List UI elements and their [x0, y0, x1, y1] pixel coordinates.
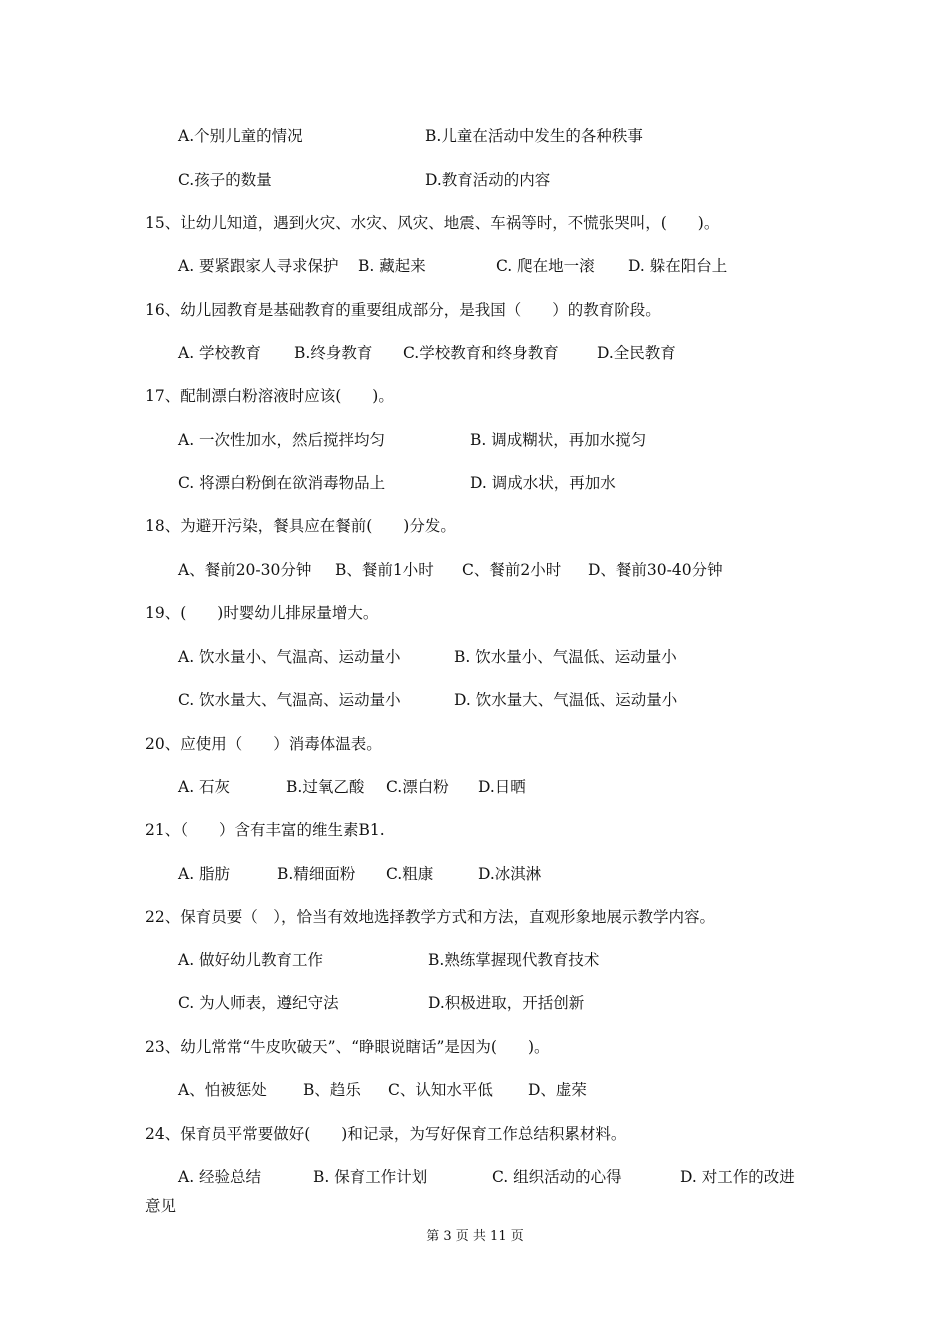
question-text: 17、配制漂白粉溶液时应该( )。: [145, 387, 394, 405]
option-item: C. 爬在地一滚: [496, 257, 595, 275]
option-item: A、餐前20-30分钟: [178, 561, 312, 579]
option-item: A. 一次性加水，然后搅拌均匀: [178, 431, 386, 449]
options-row: [0, 777, 950, 797]
option-item: B. 调成糊状，再加水搅匀: [470, 431, 647, 449]
option-item: A. 做好幼儿教育工作: [178, 951, 324, 969]
option-item: B. 藏起来: [358, 257, 426, 275]
options-row: [0, 473, 950, 493]
option-item: D.冰淇淋: [478, 865, 542, 883]
option-item: B.熟练掌握现代教育技术: [428, 951, 600, 969]
question-text: 18、为避开污染，餐具应在餐前( )分发。: [145, 517, 456, 535]
option-item: B.儿童在活动中发生的各种秩事: [425, 127, 643, 145]
options-row: [0, 430, 950, 450]
question-text: 15、让幼儿知道，遇到火灾、水灾、风灾、地震、车祸等时，不慌张哭叫，( )。: [145, 214, 720, 232]
option-item: D.积极进取，开括创新: [428, 994, 585, 1012]
options-row: [0, 647, 950, 667]
question-text: 16、幼儿园教育是基础教育的重要组成部分，是我国（ ）的教育阶段。: [145, 301, 661, 319]
option-item: C. 将漂白粉倒在欲消毒物品上: [178, 474, 386, 492]
option-item: A. 脂肪: [178, 865, 231, 883]
options-row: [0, 993, 950, 1013]
option-item: D、虚荣: [528, 1081, 587, 1099]
option-item: D、餐前30-40分钟: [588, 561, 723, 579]
options-row: [0, 1167, 950, 1187]
option-item: C.漂白粉: [386, 778, 449, 796]
option-item: D. 调成水状，再加水: [470, 474, 616, 492]
options-row: [0, 126, 950, 146]
option-item: C.粗康: [386, 865, 434, 883]
option-item: D.全民教育: [597, 344, 676, 362]
option-item: D.教育活动的内容: [425, 171, 551, 189]
option-item: C.学校教育和终身教育: [403, 344, 559, 362]
option-item: B. 饮水量小、气温低、运动量小: [454, 648, 677, 666]
option-item: B.过氧乙酸: [286, 778, 365, 796]
option-item: A. 要紧跟家人寻求保护: [178, 257, 339, 275]
option-item: C、餐前2小时: [462, 561, 562, 579]
option-item: D.日晒: [478, 778, 526, 796]
option-item: A、怕被惩处: [178, 1081, 267, 1099]
option-item: A. 经验总结: [178, 1168, 262, 1186]
option-item: C. 组织活动的心得: [492, 1168, 622, 1186]
option-item: B、餐前1小时: [335, 561, 434, 579]
question-text: 19、( )时婴幼儿排尿量增大。: [145, 604, 379, 622]
option-item: C、认知水平低: [388, 1081, 493, 1099]
page-footer: 第 3 页 共 11 页: [426, 1229, 524, 1244]
option-item: D. 饮水量大、气温低、运动量小: [454, 691, 678, 709]
option-item: A. 饮水量小、气温高、运动量小: [178, 648, 401, 666]
options-row: [0, 170, 950, 190]
options-row: [0, 256, 950, 276]
option-item: B.终身教育: [294, 344, 373, 362]
question-text: 20、应使用（ ）消毒体温表。: [145, 735, 382, 753]
question-text: 21、（ ）含有丰富的维生素B1.: [145, 821, 385, 839]
option-item: B.精细面粉: [277, 865, 356, 883]
option-item: A.个别儿童的情况: [178, 127, 303, 145]
option-item: C.孩子的数量: [178, 171, 272, 189]
options-row: [0, 690, 950, 710]
option-item: A. 学校教育: [178, 344, 262, 362]
option-item: D. 对工作的改进: [680, 1168, 795, 1186]
option-item: D. 躲在阳台上: [628, 257, 728, 275]
question-text: 23、幼儿常常“牛皮吹破天”、“睁眼说瞎话”是因为( )。: [145, 1038, 550, 1056]
options-row: [0, 1080, 950, 1100]
option-item: C. 为人师表，遵纪守法: [178, 994, 339, 1012]
option-item: C. 饮水量大、气温高、运动量小: [178, 691, 401, 709]
options-row: [0, 864, 950, 884]
option-item: B. 保育工作计划: [313, 1168, 428, 1186]
question-text: 意见: [145, 1197, 177, 1215]
options-row: [0, 950, 950, 970]
option-item: A. 石灰: [178, 778, 231, 796]
question-text: 24、保育员平常要做好( )和记录，为写好保育工作总结积累材料。: [145, 1125, 627, 1143]
option-item: B、趋乐: [303, 1081, 361, 1099]
question-text: 22、保育员要（ ），恰当有效地选择教学方式和方法，直观形象地展示教学内容。: [145, 908, 715, 926]
options-row: [0, 560, 950, 580]
options-row: [0, 343, 950, 363]
